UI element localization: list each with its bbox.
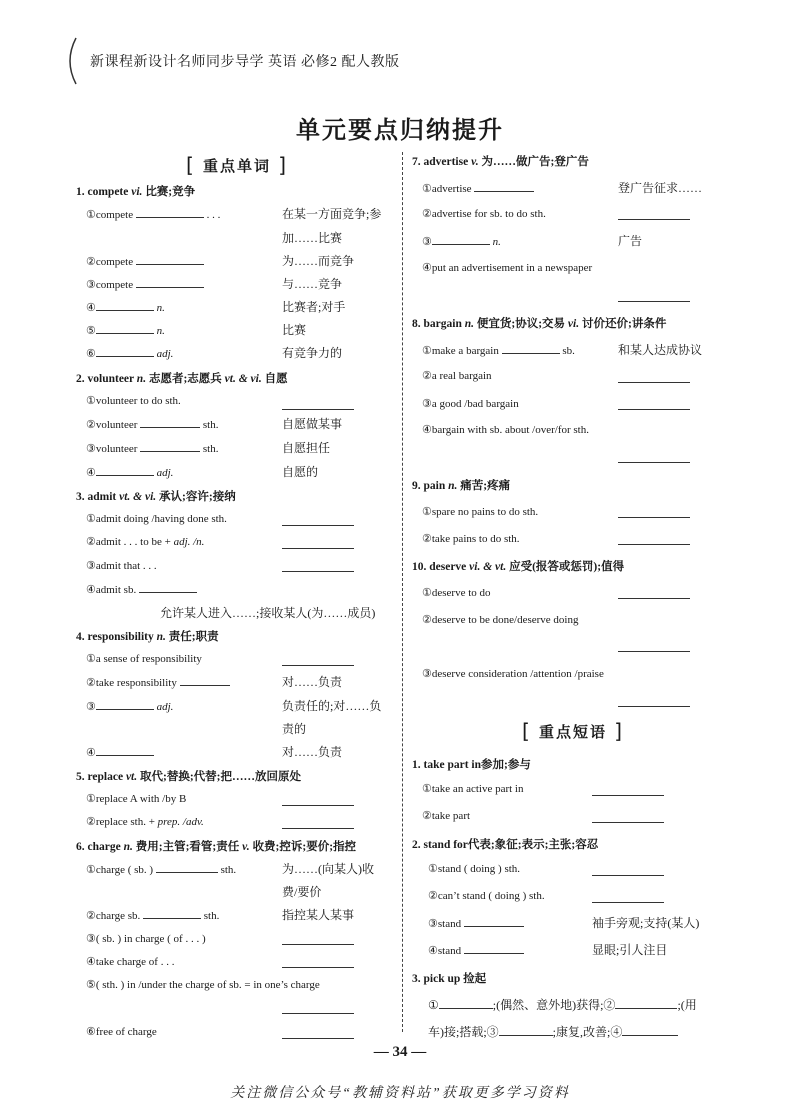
advertise-item-1: ①advertise — [422, 181, 534, 195]
answer-line[interactable] — [282, 828, 354, 829]
answer-blank[interactable] — [439, 998, 493, 1009]
advertise-item-4: ④put an advertisement in a newspaper — [422, 262, 593, 274]
section-key-phrases: [ 重点短语 ] — [522, 719, 625, 743]
pick-up-line-2: 车)接;搭载;③ ;康复,改善;④ — [428, 1023, 678, 1040]
answer-line[interactable] — [618, 706, 690, 707]
answer-blank[interactable] — [136, 277, 204, 288]
charge-item-2: ②charge sb. sth. — [86, 910, 220, 922]
stand-item-1: ①stand ( doing ) sth. — [428, 863, 521, 875]
page-number: — 34 — — [373, 1044, 427, 1060]
answer-line[interactable] — [592, 875, 664, 876]
answer-blank[interactable] — [499, 1025, 553, 1036]
charge-item-1: ①charge ( sb. ) sth. — [86, 864, 237, 876]
charge-item-6: ⑥free of charge — [86, 1026, 157, 1038]
compete-item-4: ④ n. — [86, 302, 165, 314]
answer-blank[interactable] — [474, 181, 534, 192]
charge-item-1-cn-a: 为……(向某人)收 — [282, 862, 374, 876]
pick-up-line-1: ① ;(偶然、意外地)获得;② ;(用 — [428, 998, 697, 1012]
responsibility-item-2: ②take responsibility — [86, 675, 230, 689]
column-divider — [402, 152, 403, 1032]
answer-blank[interactable] — [156, 862, 218, 873]
answer-blank[interactable] — [139, 582, 197, 593]
charge-item-5: ⑤( sth. ) in /under the charge of sb. = in one’s charge — [86, 979, 320, 991]
answer-blank[interactable] — [180, 675, 230, 686]
admit-item-4-cn: 允许某人进入……;接收某人(为……成员) — [160, 606, 376, 620]
answer-line[interactable] — [282, 548, 354, 549]
answer-line[interactable] — [592, 822, 664, 823]
take-part-item-1: ①take an active part in — [422, 783, 524, 795]
answer-blank[interactable] — [432, 234, 490, 245]
volunteer-item-4: ④ adj. — [86, 467, 174, 479]
responsibility-item-4-cn: 对……负责 — [282, 745, 343, 759]
compete-item-2-cn: 为……而竞争 — [282, 254, 355, 268]
answer-line[interactable] — [618, 544, 690, 545]
answer-line[interactable] — [592, 902, 664, 903]
compete-item-5: ⑤ n. — [86, 325, 165, 337]
stand-item-2: ②can’t stand ( doing ) sth. — [428, 890, 545, 902]
answer-blank[interactable] — [96, 300, 154, 311]
answer-line[interactable] — [282, 1038, 354, 1039]
stand-item-4-cn: 显眼;引人注目 — [592, 943, 668, 957]
pain-item-2: ②take pains to do sth. — [422, 533, 520, 545]
entry-responsibility: 4. responsibility n. 责任;职责 — [76, 631, 219, 643]
compete-item-3: ③compete — [86, 277, 204, 291]
charge-item-2-cn: 指控某人某事 — [282, 908, 355, 922]
entry-compete: 1. compete vi. 比赛;竞争 — [76, 186, 196, 198]
book-header: 新课程新设计名师同步导学 英语 必修2 配人教版 — [90, 55, 400, 70]
replace-item-1: ①replace A with /by B — [86, 793, 187, 805]
compete-item-4-cn: 比赛者;对手 — [282, 300, 346, 314]
entry-volunteer: 2. volunteer n. 志愿者;志愿兵 vt. & vi. 自愿 — [76, 373, 288, 385]
answer-blank[interactable] — [136, 207, 204, 218]
compete-item-6-cn: 有竞争力的 — [282, 346, 343, 360]
deserve-item-1: ①deserve to do — [422, 587, 491, 599]
entry-advertise: 7. advertise v. 为……做广告;登广告 — [412, 156, 589, 168]
charge-item-3: ③( sb. ) in charge ( of . . . ) — [86, 933, 206, 945]
answer-blank[interactable] — [143, 908, 201, 919]
section-key-words: [ 重点单词 ] — [186, 153, 289, 177]
volunteer-item-2: ②volunteer sth. — [86, 419, 219, 431]
answer-blank[interactable] — [96, 699, 154, 710]
compete-item-1-cn-a: 在某一方面竞争;参 — [282, 207, 382, 221]
advertise-item-2: ②advertise for sb. to do sth. — [422, 208, 546, 220]
admit-item-4: ④admit sb. — [86, 582, 197, 596]
entry-deserve: 10. deserve vi. & vt. 应受(报答或惩罚);值得 — [412, 561, 625, 573]
answer-line[interactable] — [618, 219, 690, 220]
answer-line[interactable] — [618, 651, 690, 652]
answer-line[interactable] — [618, 409, 690, 410]
answer-blank[interactable] — [136, 254, 204, 265]
answer-line[interactable] — [282, 967, 354, 968]
entry-charge: 6. charge n. 费用;主管;看管;责任 v. 收费;控诉;要价;指控 — [76, 841, 357, 853]
compete-item-5-cn: 比赛 — [282, 323, 307, 337]
compete-item-1: ①compete . . . — [86, 209, 221, 221]
entry-bargain: 8. bargain n. 便宜货;协议;交易 vi. 讨价还价;讲条件 — [412, 318, 667, 330]
answer-line[interactable] — [618, 462, 690, 463]
answer-line[interactable] — [282, 571, 354, 572]
answer-line[interactable] — [592, 795, 664, 796]
bargain-item-3: ③a good /bad bargain — [422, 398, 519, 410]
answer-blank[interactable] — [96, 346, 154, 357]
answer-line[interactable] — [282, 944, 354, 945]
volunteer-item-4-cn: 自愿的 — [282, 465, 319, 479]
answer-line[interactable] — [282, 805, 354, 806]
answer-blank[interactable] — [96, 745, 154, 756]
entry-replace: 5. replace vt. 取代;替换;代替;把……放回原处 — [76, 771, 301, 783]
admit-item-1: ①admit doing /having done sth. — [86, 513, 227, 525]
answer-blank[interactable] — [96, 465, 154, 476]
compete-item-2: ②compete — [86, 254, 204, 268]
responsibility-item-1: ①a sense of responsibility — [86, 653, 202, 665]
page-title: 单元要点归纳提升 — [296, 116, 504, 144]
replace-item-2: ②replace sth. + prep. /adv. — [86, 816, 204, 828]
answer-blank[interactable] — [96, 323, 154, 334]
bargain-item-1: ①make a bargain sb. — [422, 345, 575, 357]
answer-line[interactable] — [282, 665, 354, 666]
responsibility-item-3: ③ adj. — [86, 701, 174, 713]
pain-item-1: ①spare no pains to do sth. — [422, 506, 539, 518]
answer-line[interactable] — [282, 1013, 354, 1014]
phrase-pick-up: 3. pick up 捡起 — [412, 973, 487, 985]
admit-item-2: ②admit . . . to be + adj. /n. — [86, 536, 205, 548]
responsibility-item-3-cn-a: 负责任的;对……负 — [282, 699, 382, 713]
phrase-stand-for: 2. stand for代表;象征;表示;主张;容忍 — [412, 839, 599, 851]
compete-item-6: ⑥ adj. — [86, 348, 174, 360]
answer-blank[interactable] — [502, 343, 560, 354]
header-bracket-icon — [60, 36, 82, 86]
answer-line[interactable] — [282, 409, 354, 410]
charge-item-1-cn-b: 费/要价 — [282, 885, 322, 899]
take-part-item-2: ②take part — [422, 810, 471, 822]
advertise-item-3-cn: 广告 — [618, 234, 643, 248]
charge-item-4: ④take charge of . . . — [86, 956, 175, 968]
deserve-item-2: ②deserve to be done/deserve doing — [422, 614, 579, 626]
stand-item-3: ③stand — [428, 916, 524, 930]
stand-item-4: ④stand — [428, 943, 524, 957]
answer-blank[interactable] — [464, 943, 524, 954]
responsibility-item-4: ④ — [86, 745, 154, 759]
phrase-take-part-in: 1. take part in参加;参与 — [412, 759, 531, 771]
answer-line[interactable] — [618, 301, 690, 302]
volunteer-item-2-cn: 自愿做某事 — [282, 417, 343, 431]
responsibility-item-2-cn: 对……负责 — [282, 675, 343, 689]
bargain-item-4: ④bargain with sb. about /over/for sth. — [422, 424, 589, 436]
compete-item-3-cn: 与……竞争 — [282, 277, 343, 291]
responsibility-item-3-cn-b: 责的 — [282, 722, 307, 736]
deserve-item-3: ③deserve consideration /attention /praise — [422, 668, 604, 680]
answer-blank[interactable] — [140, 417, 200, 428]
entry-pain: 9. pain n. 痛苦;疼痛 — [412, 480, 511, 492]
advertise-item-1-cn: 登广告征求…… — [618, 181, 703, 195]
footer-note: 关注微信公众号“教辅资料站”获取更多学习资料 — [230, 1086, 570, 1101]
answer-line[interactable] — [282, 525, 354, 526]
answer-line[interactable] — [618, 517, 690, 518]
bargain-item-2: ②a real bargain — [422, 370, 492, 382]
stand-item-3-cn: 袖手旁观;支持(某人) — [592, 916, 700, 930]
bargain-item-1-cn: 和某人达成协议 — [618, 343, 703, 357]
answer-line[interactable] — [618, 598, 690, 599]
volunteer-item-1: ①volunteer to do sth. — [86, 395, 181, 407]
advertise-item-3: ③ n. — [422, 236, 501, 248]
answer-blank[interactable] — [140, 441, 200, 452]
answer-blank[interactable] — [622, 1025, 678, 1036]
entry-admit: 3. admit vt. & vi. 承认;容许;接纳 — [76, 491, 236, 503]
answer-blank[interactable] — [464, 916, 524, 927]
compete-item-1-cn-b: 加……比赛 — [282, 231, 343, 245]
answer-blank[interactable] — [615, 998, 677, 1009]
volunteer-item-3: ③volunteer sth. — [86, 443, 219, 455]
answer-line[interactable] — [618, 382, 690, 383]
volunteer-item-3-cn: 自愿担任 — [282, 441, 331, 455]
admit-item-3: ③admit that . . . — [86, 560, 157, 572]
